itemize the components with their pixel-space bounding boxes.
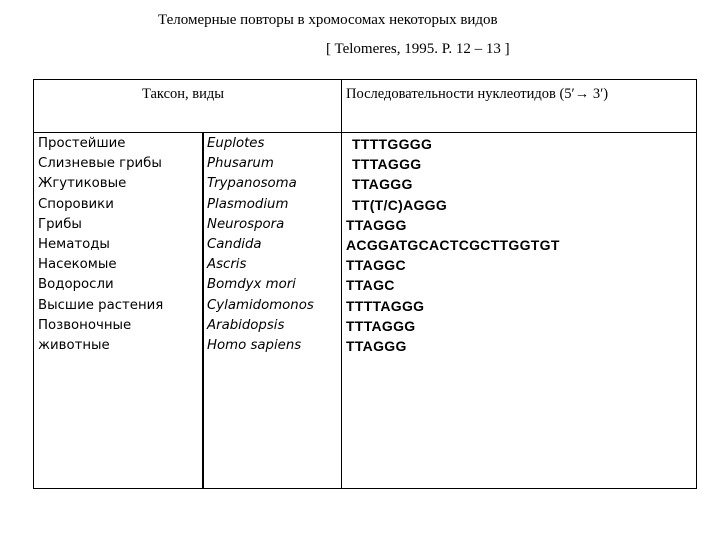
species-cell: Euplotes xyxy=(207,136,265,151)
sequence-cell: TTAGGG xyxy=(346,216,407,233)
taxon-cell: Споровики xyxy=(38,196,114,212)
sequence-cell: TTAGGC xyxy=(346,257,406,274)
sequence-cell: TTAGGG xyxy=(352,176,413,193)
column-divider-main xyxy=(341,80,342,488)
column-divider-taxa xyxy=(202,133,204,488)
species-cell: Plasmodium xyxy=(207,196,289,212)
sequence-cell: TTTTGGGG xyxy=(352,136,433,152)
taxa-column xyxy=(38,134,163,356)
taxon-cell: Позвоночные xyxy=(38,317,132,333)
sequence-cell: TT(T/C)AGGG xyxy=(352,196,448,213)
species-cell: Bomdyx mori xyxy=(207,277,296,293)
species-column xyxy=(207,134,314,356)
species-cell: Cylamidomonos xyxy=(207,297,314,313)
sequence-column xyxy=(346,134,560,356)
taxon-cell: Простейшие xyxy=(38,136,126,151)
species-cell: Neurospora xyxy=(207,216,285,232)
taxon-cell: животные xyxy=(38,337,110,353)
taxon-cell: Высшие растения xyxy=(38,297,164,313)
species-cell: Arabidopsis xyxy=(207,317,285,333)
slide-title: Теломерные повторы в хромосомах некоторых видов xyxy=(158,12,498,28)
header-divider xyxy=(34,132,696,133)
species-cell: Candida xyxy=(207,236,262,252)
sequence-cell: TTAGGG xyxy=(346,337,407,354)
taxon-cell: Слизневые грибы xyxy=(38,156,162,172)
taxon-cell: Грибы xyxy=(38,216,82,232)
telomere-table xyxy=(33,79,697,489)
species-cell: Trypanosoma xyxy=(207,176,297,192)
taxon-cell: Водоросли xyxy=(38,277,114,293)
taxon-cell: Нематоды xyxy=(38,236,110,252)
sequence-cell: TTTAGGG xyxy=(352,156,422,173)
species-cell: Homo sapiens xyxy=(207,337,302,353)
taxon-cell: Жгутиковые xyxy=(38,176,127,192)
sequence-cell: ACGGATGCACTCGCTTGGTGT xyxy=(346,236,560,253)
slide-citation: [ Telomeres, 1995. P. 12 – 13 ] xyxy=(326,41,510,57)
header-taxon: Таксон, виды xyxy=(142,86,225,102)
taxon-cell: Насекомые xyxy=(38,257,117,273)
sequence-cell: TTAGC xyxy=(346,277,395,294)
species-cell: Ascris xyxy=(207,257,247,273)
sequence-cell: TTTTAGGG xyxy=(346,297,425,314)
species-cell: Phusarum xyxy=(207,156,274,172)
header-sequence: Последовательности нуклеотидов (5′→ 3′) xyxy=(346,86,609,102)
sequence-cell: TTTAGGG xyxy=(346,317,416,334)
